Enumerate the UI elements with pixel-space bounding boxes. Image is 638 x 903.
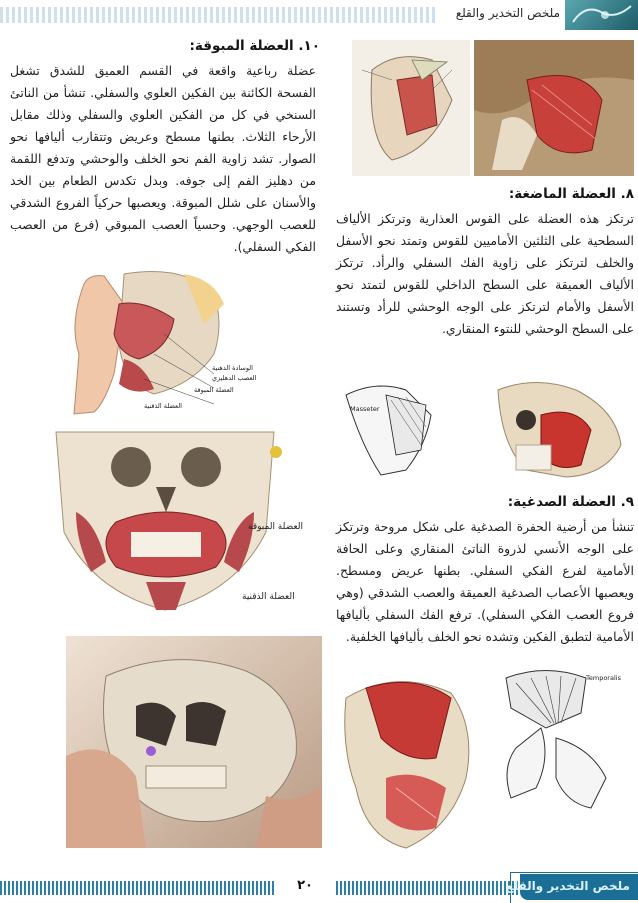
figure-jaw-muscles-dissection	[352, 40, 634, 176]
page-header	[0, 0, 638, 30]
label-fat-pad: الوسادة الدهنية	[212, 364, 253, 372]
footer-stripes	[0, 881, 520, 895]
label-vestibular-nerve: العصب الدهليزي	[212, 374, 257, 382]
header-logo-icon	[565, 0, 638, 30]
label-temporalis: Temporalis	[586, 674, 621, 682]
section-8-body: ترتكز هذه العضلة على القوس العذارية وترتكز الألياف السطحية على الثلثين الأماميين للقوس وتمتد نحو الأسفل والخلف لترتكز على زاوية الفك السفلي والرأد. ترتكز الألياف العميقة على السطح الداخلي للقوس لتمتد نحو الأسفل والأمام لترتكز على الوجه الوحشي للرأد وتستند على السطح الوحشي للنتوء المنقاري.	[336, 211, 634, 336]
label-masseter: Masseter	[350, 405, 380, 413]
header-stripes	[0, 7, 436, 23]
section-9-body: تنشأ من أرضية الحفرة الصدغية على شكل مروحة وترتكز على الوجه الأنسي لذروة الناتئ المنقاري وعلى الحافة الأمامية لفرع الفكي السفلي. بطنها عريض ومسطح. ويعصبها الأعصاب الصدغية العميقة والعصب الشدقي (وهي فروع العصب الفكي السفلي). ترفع الفك السفلي بأليافها الأمامية لتطبق الفكين وتشده نحو الخلف بأليافها الخلفية.	[336, 519, 634, 644]
footer-title: ملخص التخدير والقلع	[505, 879, 630, 893]
section-10-title: ١٠. العضلة المبوقة:	[189, 38, 320, 54]
figure-masseter	[336, 375, 634, 480]
figure-temporalis	[336, 668, 634, 858]
figure-skull-photo	[66, 636, 322, 848]
header-title: ملخص التخدير والقلع	[455, 6, 560, 20]
page-number: ٢٠	[275, 874, 335, 898]
section-10-body: عضلة رباعية واقعة في القسم العميق للشدق تشغل الفسحة الكائنة بين الفكين العلوي والسفلي. تنشأ من الناتئ السنخي في كل من الفكين العلوي والسفلي وذلك مقابل الأرحاء الثلاث. بطنها مسطح وعريض وتتقارب أليافها نحو الصوار. تشد زاوية الفم نحو الخلف والوحشي وتدفع اللقمة من دهليز الفم إلى جوفه. وبدل تكدس الطعام بين الخد والأسنان على شلل المبوقة. ويعصبها حركياً الفروع الشدقي للعصب الوجهي. وحسياً العصب المبوقي (فرع من العصب الفكي السفلي).	[10, 63, 316, 254]
section-8-title: ٨. العضلة الماضغة:	[508, 186, 634, 202]
footer-title-tab	[505, 874, 638, 900]
figure-buccinator-side	[64, 264, 264, 414]
label-buccinator-side: العضلة المبوقة	[194, 386, 234, 394]
label-mentalis-front: العضلة الذقنية	[242, 592, 295, 602]
figure-buccinator-front	[36, 432, 303, 612]
section-9-title: ٩. العضلة الصدغية:	[507, 494, 634, 510]
label-buccinator-front: العضلة المبوقة	[248, 522, 303, 532]
page-footer	[0, 872, 638, 903]
label-mentalis-side: العضلة الذقنية	[144, 402, 182, 410]
